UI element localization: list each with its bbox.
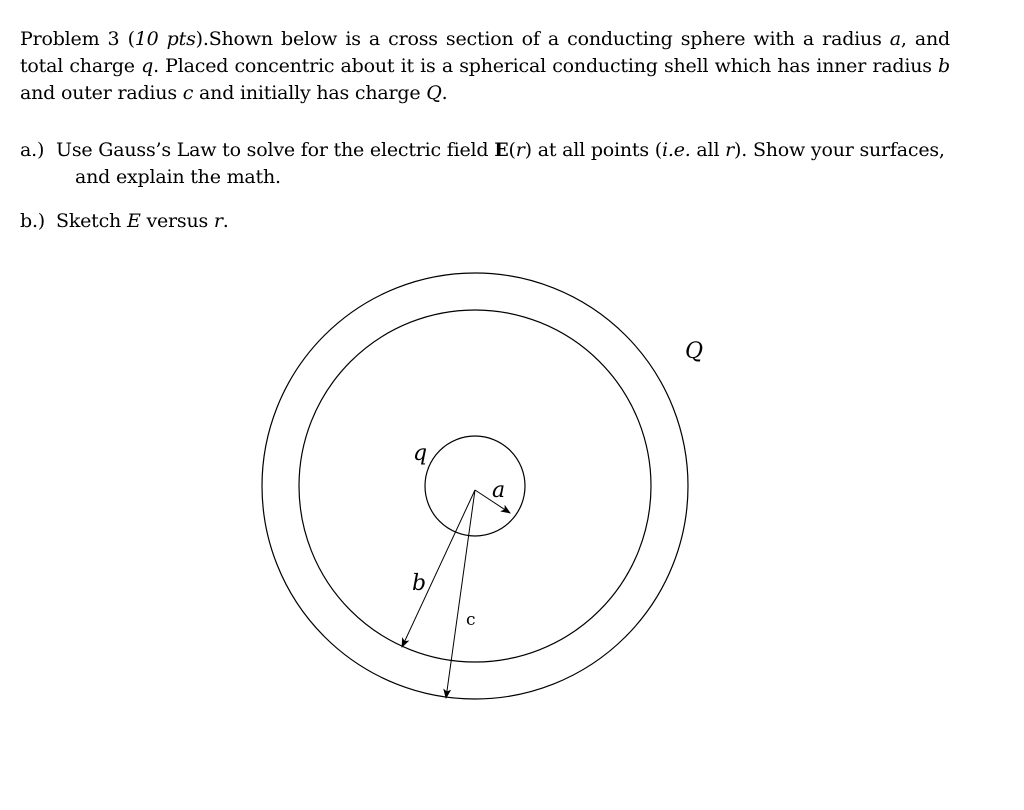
field-arg-open: ( — [508, 139, 516, 161]
var-c: c — [182, 82, 194, 104]
label-a: a — [492, 478, 506, 503]
field-arg-close: ) — [524, 139, 532, 161]
var-a: a — [889, 28, 901, 50]
label-Q: Q — [685, 339, 704, 364]
part-a-text-5: and explain the math. — [75, 166, 281, 188]
var-Q: Q — [426, 82, 442, 104]
problem-heading: Problem 3 — [20, 28, 120, 50]
var-b: b — [938, 55, 951, 77]
problem-text-4: and outer radius — [20, 82, 183, 104]
part-a-text-4: ). Show your surfaces, — [734, 139, 945, 161]
part-b-marker: b.) — [20, 210, 46, 232]
outer-shell-boundary-circle — [262, 273, 688, 699]
part-b-var-E: E — [126, 210, 141, 232]
part-a-text-3: all — [690, 139, 726, 161]
part-a-var-r: r — [725, 139, 735, 161]
problem-text-5: and initially has charge — [193, 82, 427, 104]
problem-points: 10 pts — [134, 28, 196, 50]
label-q: q — [413, 441, 428, 466]
conducting-sphere-circle — [425, 436, 525, 536]
ie-abbrev: i.e. — [661, 139, 691, 161]
part-b-var-r: r — [213, 210, 223, 232]
part-b-text-3: . — [222, 210, 229, 232]
problem-text-2: , and total charge — [20, 28, 950, 77]
problem-text-6: . — [441, 82, 448, 104]
part-a-text-2: at all points ( — [531, 139, 662, 161]
part-b-text-2: versus — [140, 210, 214, 232]
var-q: q — [141, 55, 154, 77]
part-a-text-1: Use Gauss’s Law to solve for the electric field — [56, 139, 495, 161]
problem-text-1: .Shown below is a cross section of a conducting sphere with a radius — [202, 28, 890, 50]
problem-statement: Problem 3 (10 pts).Shown below is a cross section of a conducting sphere with a radius a, and total charge q. Placed concentric about it is a spherical conducting shell which has inner radius b and outer radius c and initially has charge Q. — [20, 28, 951, 104]
part-b-text-1: Sketch — [56, 210, 127, 232]
field-symbol: E — [494, 139, 509, 161]
label-b: b — [412, 571, 427, 596]
part-a-marker: a.) — [20, 139, 45, 161]
label-c: c — [466, 610, 476, 630]
field-arg: r — [515, 139, 525, 161]
problem-text-3: . Placed concentric about it is a spherical conducting shell which has inner radius — [153, 55, 939, 77]
